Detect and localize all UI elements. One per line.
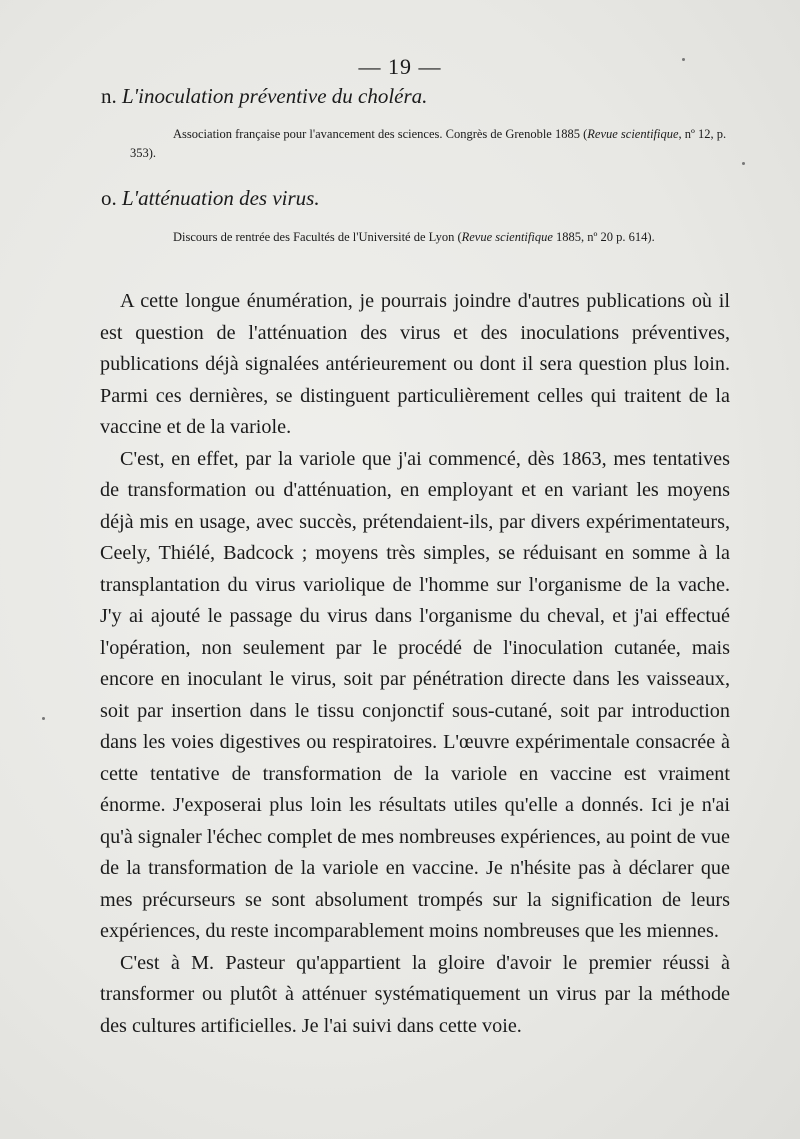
entry-note-text: Association française pour l'avancement des sciences. Congrès de Grenoble 1885 ( [173, 127, 588, 141]
entry-n-title [101, 84, 427, 109]
entry-note-end: , nº 12, p. 353). [130, 127, 727, 160]
paper-speck [682, 58, 685, 61]
entry-letter: o. [101, 186, 117, 210]
paragraph: A cette longue énumération, je pourrais joindre d'autres publications où il est question de l'atténuation des virus et des inoculations préventives, publications déjà signalées antérieurement ou dont il sera question plus loin. Parmi ces dernières, se distinguent particulièrement celles qui traitent de la vaccine et de la variole. [100, 290, 730, 438]
entry-title-text: L'atténuation des virus. [122, 186, 320, 210]
paragraph: C'est, en effet, par la variole que j'ai commencé, dès 1863, mes tentatives de transformation ou d'atténuation, en employant et en variant les moyens déjà mis en usage, avec succès, prétendaient-ils, par divers expérimentateurs, Ceely, Thiélé, Badcock ; moyens très simples, se réduisant en somme à la transplantation du virus variolique de l'homme sur l'organisme de la vache. J'y ai ajouté le passage du virus dans l'organisme du cheval, et j'ai effectué l'opération, non seulement par le procédé de l'inoculation cutanée, mais encore en inoculant le virus, soit par pénétration directe dans les vaisseaux, soit par insertion dans le tissu conjonctif sous-cutané, soit par introduction dans les voies digestives ou respiratoires. L'œuvre expérimentale consacrée à cette tentative de transformation de la variole en vaccine est vraiment énorme. J'exposerai plus loin les résultats utiles qu'elle a donnés. Ici je n'ai qu'à signaler l'échec complet de mes nombreuses expériences, au point de vue de la transformation de la variole en vaccine. Je n'hésite pas à déclarer que mes précurseurs se sont absolument trompés sur la signification de leurs expériences, du reste incomparablement moins nombreuses que les miennes. [100, 447, 730, 942]
paper-speck [742, 162, 745, 165]
paper-speck [42, 717, 45, 720]
entry-o-title [101, 186, 320, 211]
body-text [100, 286, 730, 1042]
entry-title-text: L'inoculation préventive du choléra. [122, 84, 428, 108]
entry-note-source: Revue scientifique [587, 127, 679, 141]
entry-note-end: 1885, nº 20 p. 614). [552, 230, 655, 244]
entry-letter: n. [101, 84, 117, 108]
entry-note-text: Discours de rentrée des Facultés de l'Université de Lyon ( [173, 230, 462, 244]
entry-n-note [130, 125, 735, 163]
paragraph: C'est à M. Pasteur qu'appartient la gloire d'avoir le premier réussi à transformer ou plutôt à atténuer systématiquement un virus par la méthode des cultures artificielles. Je l'ai suivi dans cette voie. [100, 951, 730, 1037]
page-number: — 19 — [358, 54, 442, 79]
entry-note-source: Revue scientifique [461, 230, 553, 244]
entry-o-note [130, 228, 735, 247]
